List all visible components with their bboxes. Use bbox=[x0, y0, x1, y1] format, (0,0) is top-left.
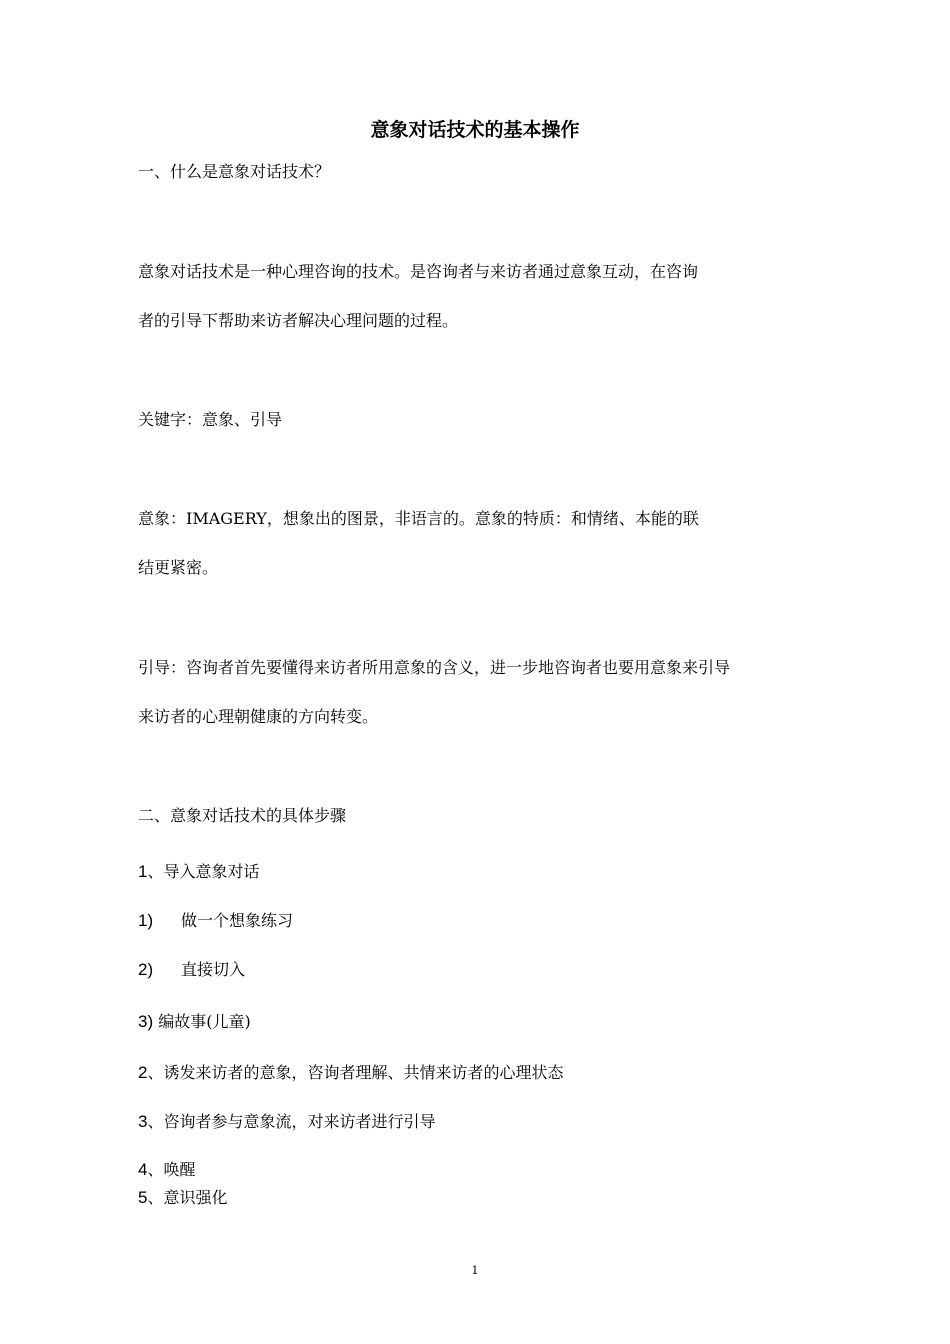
sub-step-item bbox=[138, 960, 245, 980]
section-heading-1: 一、什么是意象对话技术？ bbox=[138, 162, 331, 181]
step-number: 3) bbox=[138, 1012, 154, 1031]
step-number: 1) bbox=[138, 911, 154, 930]
step-item bbox=[138, 862, 259, 882]
step-text: 编故事(儿童) bbox=[153, 1012, 251, 1031]
step-number: 1 bbox=[138, 862, 148, 881]
step-number: 2) bbox=[138, 960, 154, 979]
section-heading-2: 二、意象对话技术的具体步骤 bbox=[138, 806, 347, 825]
paragraph-definition-line-2: 者的引导下帮助来访者解决心理问题的过程。 bbox=[138, 311, 459, 330]
step-text: 做一个想象练习 bbox=[181, 911, 294, 930]
paragraph-definition-line-1: 意象对话技术是一种心理咨询的技术。是咨询者与来访者通过意象互动，在咨询 bbox=[138, 262, 699, 281]
page-number: 1 bbox=[471, 1264, 479, 1277]
step-item bbox=[138, 1188, 227, 1208]
step-text: 直接切入 bbox=[181, 960, 246, 979]
step-item bbox=[138, 1112, 435, 1132]
step-text: 、诱发来访者的意象，咨询者理解、共情来访者的心理状态 bbox=[147, 1063, 564, 1082]
sub-step-item bbox=[138, 911, 293, 931]
step-number: 4 bbox=[138, 1160, 148, 1179]
paragraph-imagery-line-1: 意象：IMAGERY，想象出的图景，非语言的。意象的特质：和情绪、本能的联 bbox=[138, 509, 699, 528]
sub-step-item bbox=[138, 1012, 251, 1032]
step-text: 、意识强化 bbox=[147, 1188, 228, 1207]
paragraph-imagery-line-2: 结更紧密。 bbox=[138, 558, 219, 577]
document-title: 意象对话技术的基本操作 bbox=[370, 119, 580, 141]
paragraph-keywords: 关键字：意象、引导 bbox=[138, 410, 283, 429]
step-number: 3 bbox=[138, 1112, 148, 1131]
paragraph-guidance-line-2: 来访者的心理朝健康的方向转变。 bbox=[138, 707, 379, 726]
step-text: 、导入意象对话 bbox=[147, 862, 260, 881]
step-number: 5 bbox=[138, 1188, 148, 1207]
step-number: 2 bbox=[138, 1063, 148, 1082]
step-item bbox=[138, 1063, 563, 1083]
step-text: 、咨询者参与意象流，对来访者进行引导 bbox=[147, 1112, 436, 1131]
step-text: 、唤醒 bbox=[147, 1160, 196, 1179]
paragraph-guidance-line-1: 引导：咨询者首先要懂得来访者所用意象的含义，进一步地咨询者也要用意象来引导 bbox=[138, 658, 731, 677]
step-item bbox=[138, 1160, 195, 1180]
